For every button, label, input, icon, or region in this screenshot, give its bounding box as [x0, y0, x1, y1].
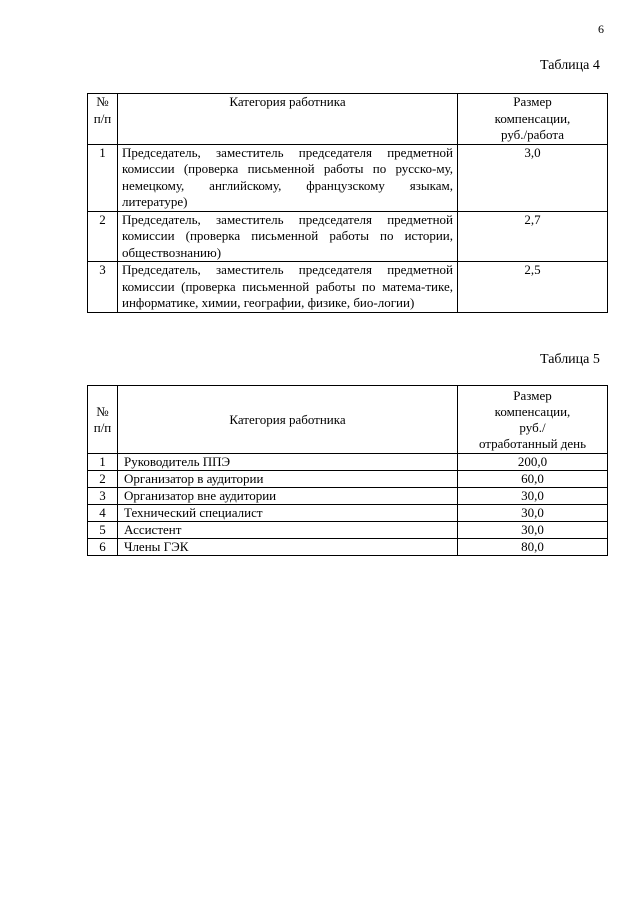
row-category: Организатор в аудитории — [118, 471, 458, 488]
row-number: 1 — [88, 144, 118, 211]
row-compensation: 60,0 — [458, 471, 608, 488]
row-compensation: 30,0 — [458, 488, 608, 505]
table-row — [88, 262, 608, 313]
header-category: Категория работника — [118, 94, 458, 145]
row-number: 2 — [88, 471, 118, 488]
table-row — [88, 488, 608, 505]
row-number: 3 — [88, 488, 118, 505]
header-compensation: Размер компенсации, руб./ отработанный день — [458, 386, 608, 454]
row-category: Члены ГЭК — [118, 539, 458, 556]
row-category: Председатель, заместитель председателя предметной комиссии (проверка письменной работы по истории, обществознанию) — [118, 211, 458, 262]
row-number: 1 — [88, 454, 118, 471]
table-row — [88, 454, 608, 471]
row-category: Председатель, заместитель председателя предметной комиссии (проверка письменной работы по матема-тике, информатике, химии, географии, физике, био-логии) — [118, 262, 458, 313]
page-number: 6 — [598, 22, 604, 36]
row-number: 3 — [88, 262, 118, 313]
compensation-table-5 — [87, 385, 608, 556]
row-compensation: 2,7 — [458, 211, 608, 262]
header-number: № п/п — [88, 94, 118, 145]
header-category: Категория работника — [118, 386, 458, 454]
table-row — [88, 539, 608, 556]
row-category: Технический специалист — [118, 505, 458, 522]
row-category: Ассистент — [118, 522, 458, 539]
row-category: Организатор вне аудитории — [118, 488, 458, 505]
row-compensation: 30,0 — [458, 522, 608, 539]
table-row — [88, 522, 608, 539]
header-compensation: Размер компенсации, руб./работа — [458, 94, 608, 145]
header-number: № п/п — [88, 386, 118, 454]
row-number: 6 — [88, 539, 118, 556]
row-compensation: 30,0 — [458, 505, 608, 522]
table-4-header-row — [88, 94, 608, 145]
table-5-caption: Таблица 5 — [540, 352, 600, 367]
row-compensation: 3,0 — [458, 144, 608, 211]
table-row — [88, 211, 608, 262]
row-compensation: 2,5 — [458, 262, 608, 313]
row-category: Руководитель ППЭ — [118, 454, 458, 471]
table-row — [88, 144, 608, 211]
table-row — [88, 471, 608, 488]
row-compensation: 200,0 — [458, 454, 608, 471]
row-category: Председатель, заместитель председателя предметной комиссии (проверка письменной работы по русско-му, немецкому, английскому, французскому языкам, литературе) — [118, 144, 458, 211]
row-number: 2 — [88, 211, 118, 262]
table-4-caption: Таблица 4 — [540, 58, 600, 73]
compensation-table-4 — [87, 93, 608, 313]
row-number: 4 — [88, 505, 118, 522]
row-compensation: 80,0 — [458, 539, 608, 556]
table-row — [88, 505, 608, 522]
row-number: 5 — [88, 522, 118, 539]
table-5-header-row — [88, 386, 608, 454]
